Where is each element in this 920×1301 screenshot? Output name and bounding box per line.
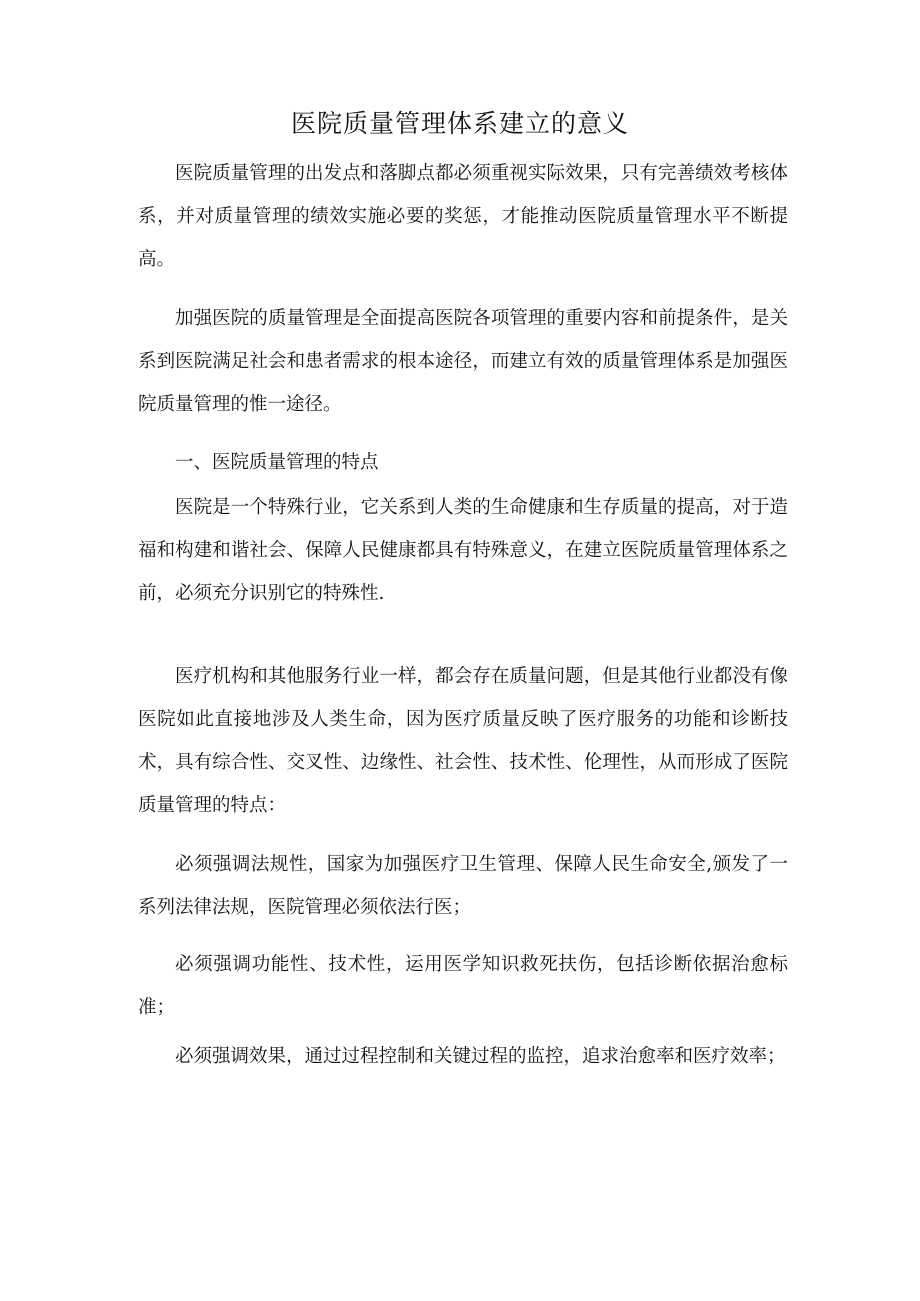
paragraph-quality-issues: 医疗机构和其他服务行业一样，都会存在质量问题，但是其他行业都没有像医院如此直接地涉及人类生命，因为医疗质量反映了医疗服务的功能和诊断技术，具有综合性、交叉性、边缘性、社会性、技术性、伦理性，从而形成了医院质量管理的特点： bbox=[138, 666, 788, 816]
paragraph-importance: 加强医院的质量管理是全面提高医院各项管理的重要内容和前提条件，是关系到医院满足社会和患者需求的根本途径，而建立有效的质量管理体系是加强医院质量管理的惟一途径。 bbox=[138, 308, 788, 415]
paragraph-function-technique: 必须强调功能性、技术性，运用医学知识救死扶伤，包括诊断依据治愈标准； bbox=[138, 954, 788, 1018]
paragraph-special-industry: 医院是一个特殊行业，它关系到人类的生命健康和生存质量的提高，对于造福和构建和谐社会、保障人民健康都具有特殊意义，在建立医院质量管理体系之前，必须充分识别它的特殊性. bbox=[138, 497, 788, 604]
section-heading-characteristics: 一、医院质量管理的特点 bbox=[175, 452, 379, 473]
paragraph-effectiveness: 必须强调效果，通过过程控制和关键过程的监控，追求治愈率和医疗效率； bbox=[175, 1046, 786, 1067]
paragraph-regulation: 必须强调法规性，国家为加强医疗卫生管理、保障人民生命安全,颁发了一系列法律法规，医院管理必须依法行医； bbox=[138, 854, 788, 918]
paragraph-performance: 医院质量管理的出发点和落脚点都必须重视实际效果，只有完善绩效考核体系，并对质量管理的绩效实施必要的奖惩，才能推动医院质量管理水平不断提高。 bbox=[138, 163, 788, 270]
document-title: 医院质量管理体系建立的意义 bbox=[290, 109, 629, 138]
